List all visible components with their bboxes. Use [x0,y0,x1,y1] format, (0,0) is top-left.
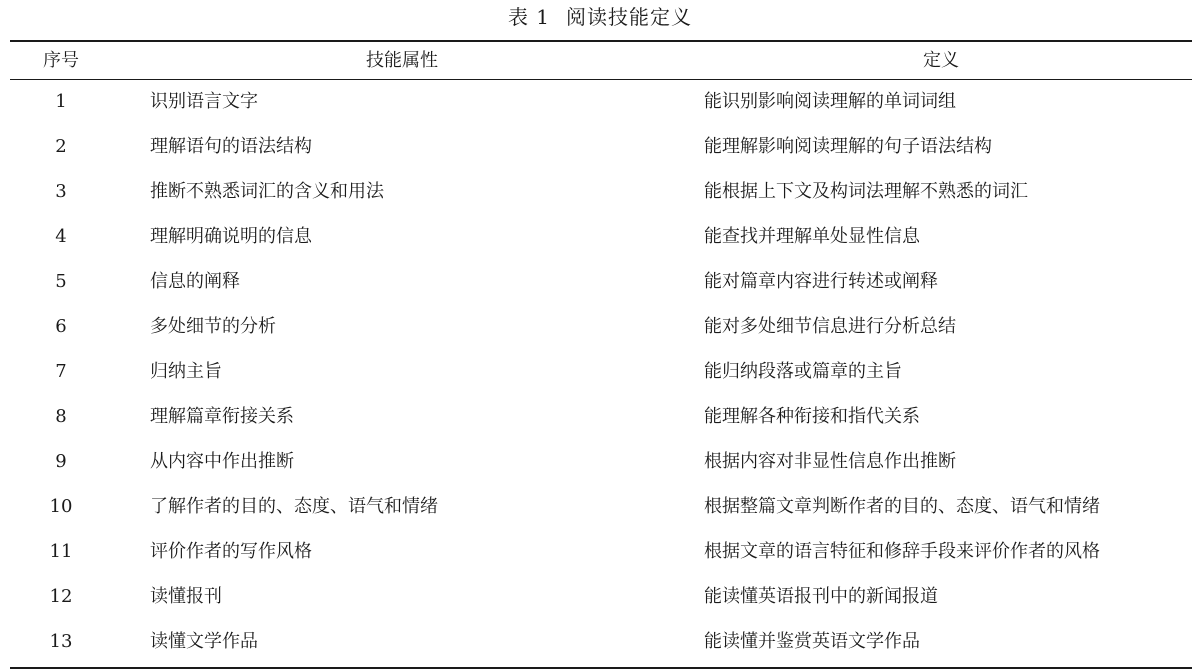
row-no: 5 [55,271,67,292]
table-row [0,620,1200,665]
table-title: 阅读技能定义 [566,5,693,29]
header-definition: 定义 [923,50,959,71]
row-attribute: 理解篇章衔接关系 [150,406,294,427]
row-no: 9 [55,451,67,472]
row-attribute: 理解语句的语法结构 [150,136,312,157]
row-no: 7 [55,361,67,382]
row-definition: 能理解各种衔接和指代关系 [704,406,920,427]
table-row [0,125,1200,170]
row-attribute: 理解明确说明的信息 [150,226,312,247]
row-attribute: 从内容中作出推断 [150,451,294,472]
row-definition: 能读懂英语报刊中的新闻报道 [704,586,938,607]
row-definition: 能对多处细节信息进行分析总结 [704,316,956,337]
row-definition: 能对篇章内容进行转述或阐释 [704,271,938,292]
row-definition: 能读懂并鉴赏英语文学作品 [704,631,920,652]
row-definition: 根据内容对非显性信息作出推断 [704,451,956,472]
row-definition: 能理解影响阅读理解的句子语法结构 [704,136,992,157]
table-row [0,530,1200,575]
row-attribute: 了解作者的目的、态度、语气和情绪 [150,496,438,517]
table-caption [0,2,1200,32]
table-row [0,80,1200,125]
row-no: 6 [55,316,67,337]
row-attribute: 多处细节的分析 [150,316,276,337]
table-row [0,395,1200,440]
table-row [0,170,1200,215]
row-no: 10 [49,496,73,517]
row-definition: 能归纳段落或篇章的主旨 [704,361,902,382]
row-no: 2 [55,136,67,157]
header-attribute: 技能属性 [366,50,438,71]
row-attribute: 读懂文学作品 [150,631,258,652]
table-number: 表 1 [507,5,551,29]
row-no: 1 [55,91,67,112]
row-no: 8 [55,406,67,427]
table-row [0,350,1200,395]
row-definition: 能识别影响阅读理解的单词词组 [704,91,956,112]
row-attribute: 信息的阐释 [150,271,240,292]
row-attribute: 推断不熟悉词汇的含义和用法 [150,181,384,202]
table-body [0,80,1200,666]
row-attribute: 读懂报刊 [150,586,222,607]
row-no: 3 [55,181,67,202]
table-row [0,260,1200,305]
table-row [0,215,1200,260]
row-definition: 能查找并理解单处显性信息 [704,226,920,247]
row-definition: 根据文章的语言特征和修辞手段来评价作者的风格 [704,541,1100,562]
row-attribute: 归纳主旨 [150,361,222,382]
table-header [0,42,1200,79]
table-row [0,485,1200,530]
row-definition: 能根据上下文及构词法理解不熟悉的词汇 [704,181,1028,202]
table-row [0,575,1200,620]
table-row [0,305,1200,350]
table-row [0,440,1200,485]
row-definition: 根据整篇文章判断作者的目的、态度、语气和情绪 [704,496,1100,517]
row-no: 11 [49,541,73,562]
row-attribute: 评价作者的写作风格 [150,541,312,562]
row-no: 13 [49,631,73,652]
row-no: 12 [49,586,73,607]
row-no: 4 [55,226,67,247]
bottom-rule [10,667,1192,669]
header-no: 序号 [43,50,79,71]
row-attribute: 识别语言文字 [150,91,258,112]
